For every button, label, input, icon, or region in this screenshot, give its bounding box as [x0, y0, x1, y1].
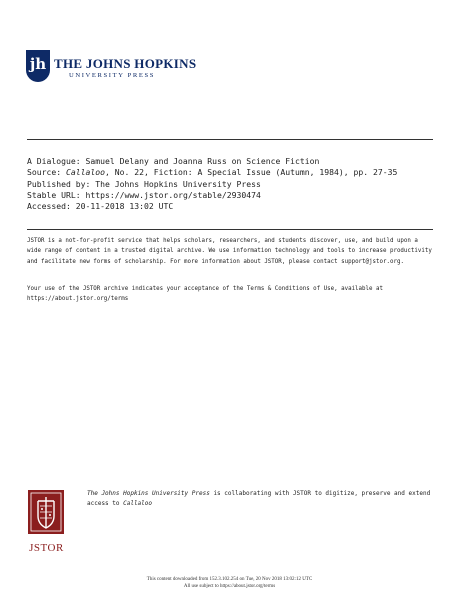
article-metadata	[27, 156, 437, 212]
collab-journal: Callaloo	[123, 499, 153, 507]
terms-notice-text: Your use of the JSTOR archive indicates your acceptance of the Terms & Conditions of Use, available at	[27, 286, 383, 292]
terms-notice	[27, 284, 433, 305]
source-journal: Callaloo	[65, 167, 105, 178]
footer-download-line: This content downloaded from 152.3.102.254 on Tue, 20 Nov 2018 13:02:12 UTC	[146, 577, 313, 582]
collaboration-statement: The Johns Hopkins University Press is collaborating with JSTOR to digitize, preserve and extend access to Callaloo	[87, 490, 431, 507]
jstor-notice-para1: JSTOR is a not-for-profit service that helps scholars, researchers, and students discover, use, and build upon a wide range of content in a trusted digital archive. We use information technology and tools to increase productivity and facilitate new forms of scholarship. For more information about JSTOR, please contact support@jstor.org.	[27, 238, 432, 265]
footer-terms-line: All use subject to https://about.jstor.org/terms	[183, 584, 276, 589]
jstor-wordmark: JSTOR	[29, 542, 64, 554]
article-publisher: Published by: The Johns Hopkins University Press	[27, 178, 261, 189]
jstor-notice	[27, 236, 433, 267]
collab-publisher: The Johns Hopkins University Press	[87, 490, 210, 497]
jhup-shield-logo	[26, 50, 50, 82]
article-source: Source: Callaloo, No. 22, Fiction: A Special Issue (Autumn, 1984), pp. 27-35	[27, 167, 398, 178]
support-email-link[interactable]: support@jstor.org	[341, 258, 401, 265]
download-footer	[0, 576, 459, 590]
middle-divider	[27, 229, 433, 230]
jstor-seal-logo	[26, 488, 66, 538]
jhup-name-line2: UNIVERSITY PRESS	[69, 72, 155, 79]
article-accessed: Accessed: 20-11-2018 13:02 UTC	[27, 201, 174, 212]
stable-url-link[interactable]: https://www.jstor.org/stable/2930474	[85, 189, 261, 200]
jhup-name-line1: THE JOHNS HOPKINS	[54, 56, 197, 71]
jhup-logo-glyph: jh	[29, 55, 47, 73]
top-divider	[27, 139, 433, 140]
article-stable-url: Stable URL: https://www.jstor.org/stable/2930474	[27, 189, 261, 200]
terms-link[interactable]: https://about.jstor.org/terms	[27, 296, 129, 303]
article-title: A Dialogue: Samuel Delany and Joanna Russ on Science Fiction	[27, 156, 320, 166]
